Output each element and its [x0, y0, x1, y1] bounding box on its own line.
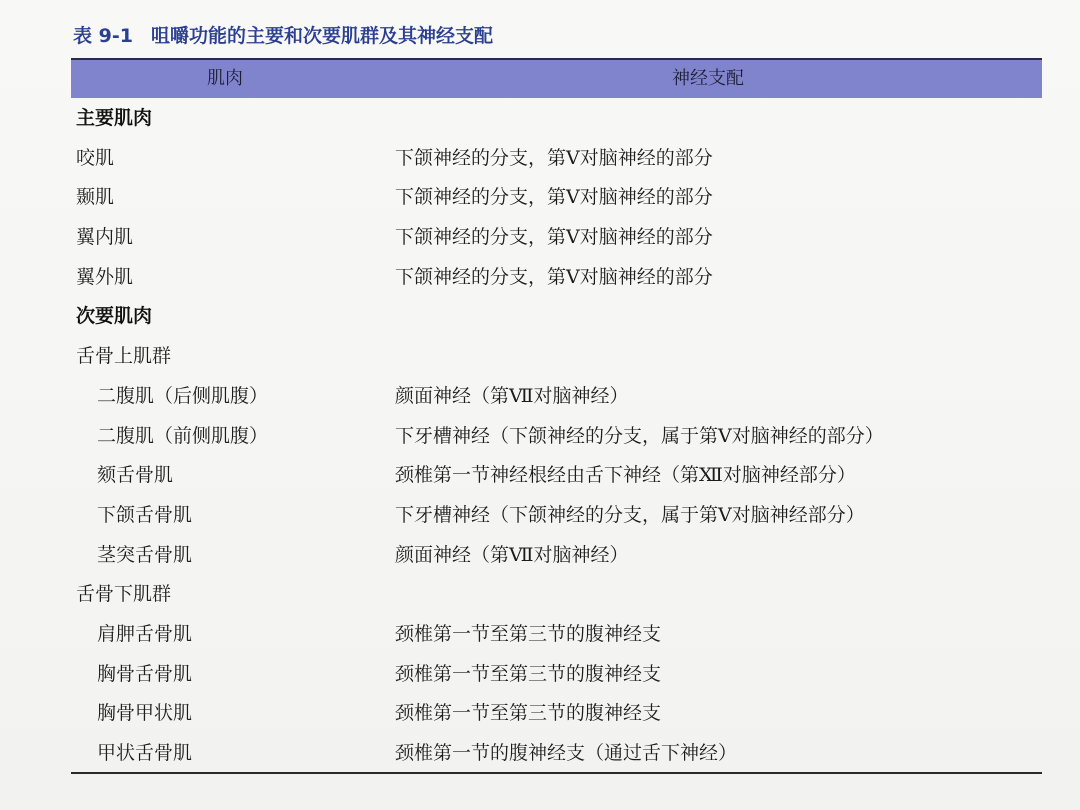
column-header-muscle: 肌肉 — [207, 68, 243, 89]
table-number: 表 9-1 — [73, 25, 133, 47]
table-row — [71, 218, 1042, 258]
table-row — [71, 377, 1042, 417]
table-row — [71, 496, 1042, 536]
muscle-cell: 次要肌肉 — [76, 305, 153, 328]
muscle-cell: 舌骨上肌群 — [76, 345, 172, 368]
group-row — [71, 575, 1042, 615]
muscle-cell: 颞肌 — [76, 186, 115, 209]
muscle-cell: 甲状舌骨肌 — [97, 742, 193, 764]
table-header — [71, 58, 1042, 98]
muscle-cell: 二腹肌（前侧肌腹） — [97, 424, 269, 447]
section-row — [71, 297, 1042, 337]
muscle-cell: 下颌舌骨肌 — [97, 503, 193, 526]
table-row — [71, 734, 1042, 774]
nerve-cell: 下牙槽神经（下颌神经的分支，属于第Ⅴ对脑神经部分） — [395, 503, 865, 526]
nerve-cell: 颈椎第一节至第三节的腹神经支 — [395, 622, 662, 645]
nerve-cell: 下颌神经的分支，第Ⅴ对脑神经的部分 — [395, 146, 713, 169]
table-row — [71, 139, 1042, 179]
muscle-cell: 主要肌肉 — [76, 107, 153, 129]
table-row — [71, 258, 1042, 298]
table-row — [71, 615, 1042, 655]
table-row — [71, 456, 1042, 496]
muscle-cell: 咬肌 — [76, 146, 115, 169]
nerve-cell: 下颌神经的分支，第Ⅴ对脑神经的部分 — [395, 226, 713, 249]
column-header-nerve: 神经支配 — [672, 68, 744, 89]
muscle-cell: 二腹肌（后侧肌腹） — [97, 384, 269, 407]
table-row — [71, 417, 1042, 457]
muscle-cell: 胸骨舌骨肌 — [97, 662, 193, 685]
muscle-cell: 茎突舌骨肌 — [97, 543, 193, 566]
nerve-cell: 颈椎第一节至第三节的腹神经支 — [395, 702, 662, 725]
table-title — [73, 22, 493, 50]
nerve-cell: 颈椎第一节神经根经由舌下神经（第Ⅻ对脑神经部分） — [395, 464, 856, 487]
nerve-cell: 颜面神经（第Ⅶ对脑神经） — [395, 543, 629, 566]
muscle-cell: 肩胛舌骨肌 — [97, 622, 193, 645]
table-body — [71, 99, 1042, 774]
table-row — [71, 536, 1042, 576]
muscle-cell: 翼内肌 — [76, 226, 134, 249]
muscle-cell: 颏舌骨肌 — [97, 464, 174, 487]
table-bottom-rule — [71, 772, 1042, 774]
muscle-cell: 舌骨下肌群 — [76, 583, 172, 606]
table-row — [71, 694, 1042, 734]
nerve-cell: 颈椎第一节的腹神经支（通过舌下神经） — [395, 742, 738, 764]
section-row — [71, 99, 1042, 139]
table-caption: 咀嚼功能的主要和次要肌群及其神经支配 — [150, 25, 493, 47]
group-row — [71, 337, 1042, 377]
muscle-cell: 胸骨甲状肌 — [97, 702, 193, 725]
muscle-cell: 翼外肌 — [76, 265, 134, 288]
nerve-cell: 下颌神经的分支，第Ⅴ对脑神经的部分 — [395, 186, 713, 209]
nerve-cell: 颜面神经（第Ⅶ对脑神经） — [395, 384, 629, 407]
nerve-cell: 颈椎第一节至第三节的腹神经支 — [395, 662, 662, 685]
nerve-cell: 下牙槽神经（下颌神经的分支，属于第Ⅴ对脑神经的部分） — [395, 424, 884, 447]
table-row — [71, 178, 1042, 218]
nerve-cell: 下颌神经的分支，第Ⅴ对脑神经的部分 — [395, 265, 713, 288]
table-row — [71, 655, 1042, 695]
